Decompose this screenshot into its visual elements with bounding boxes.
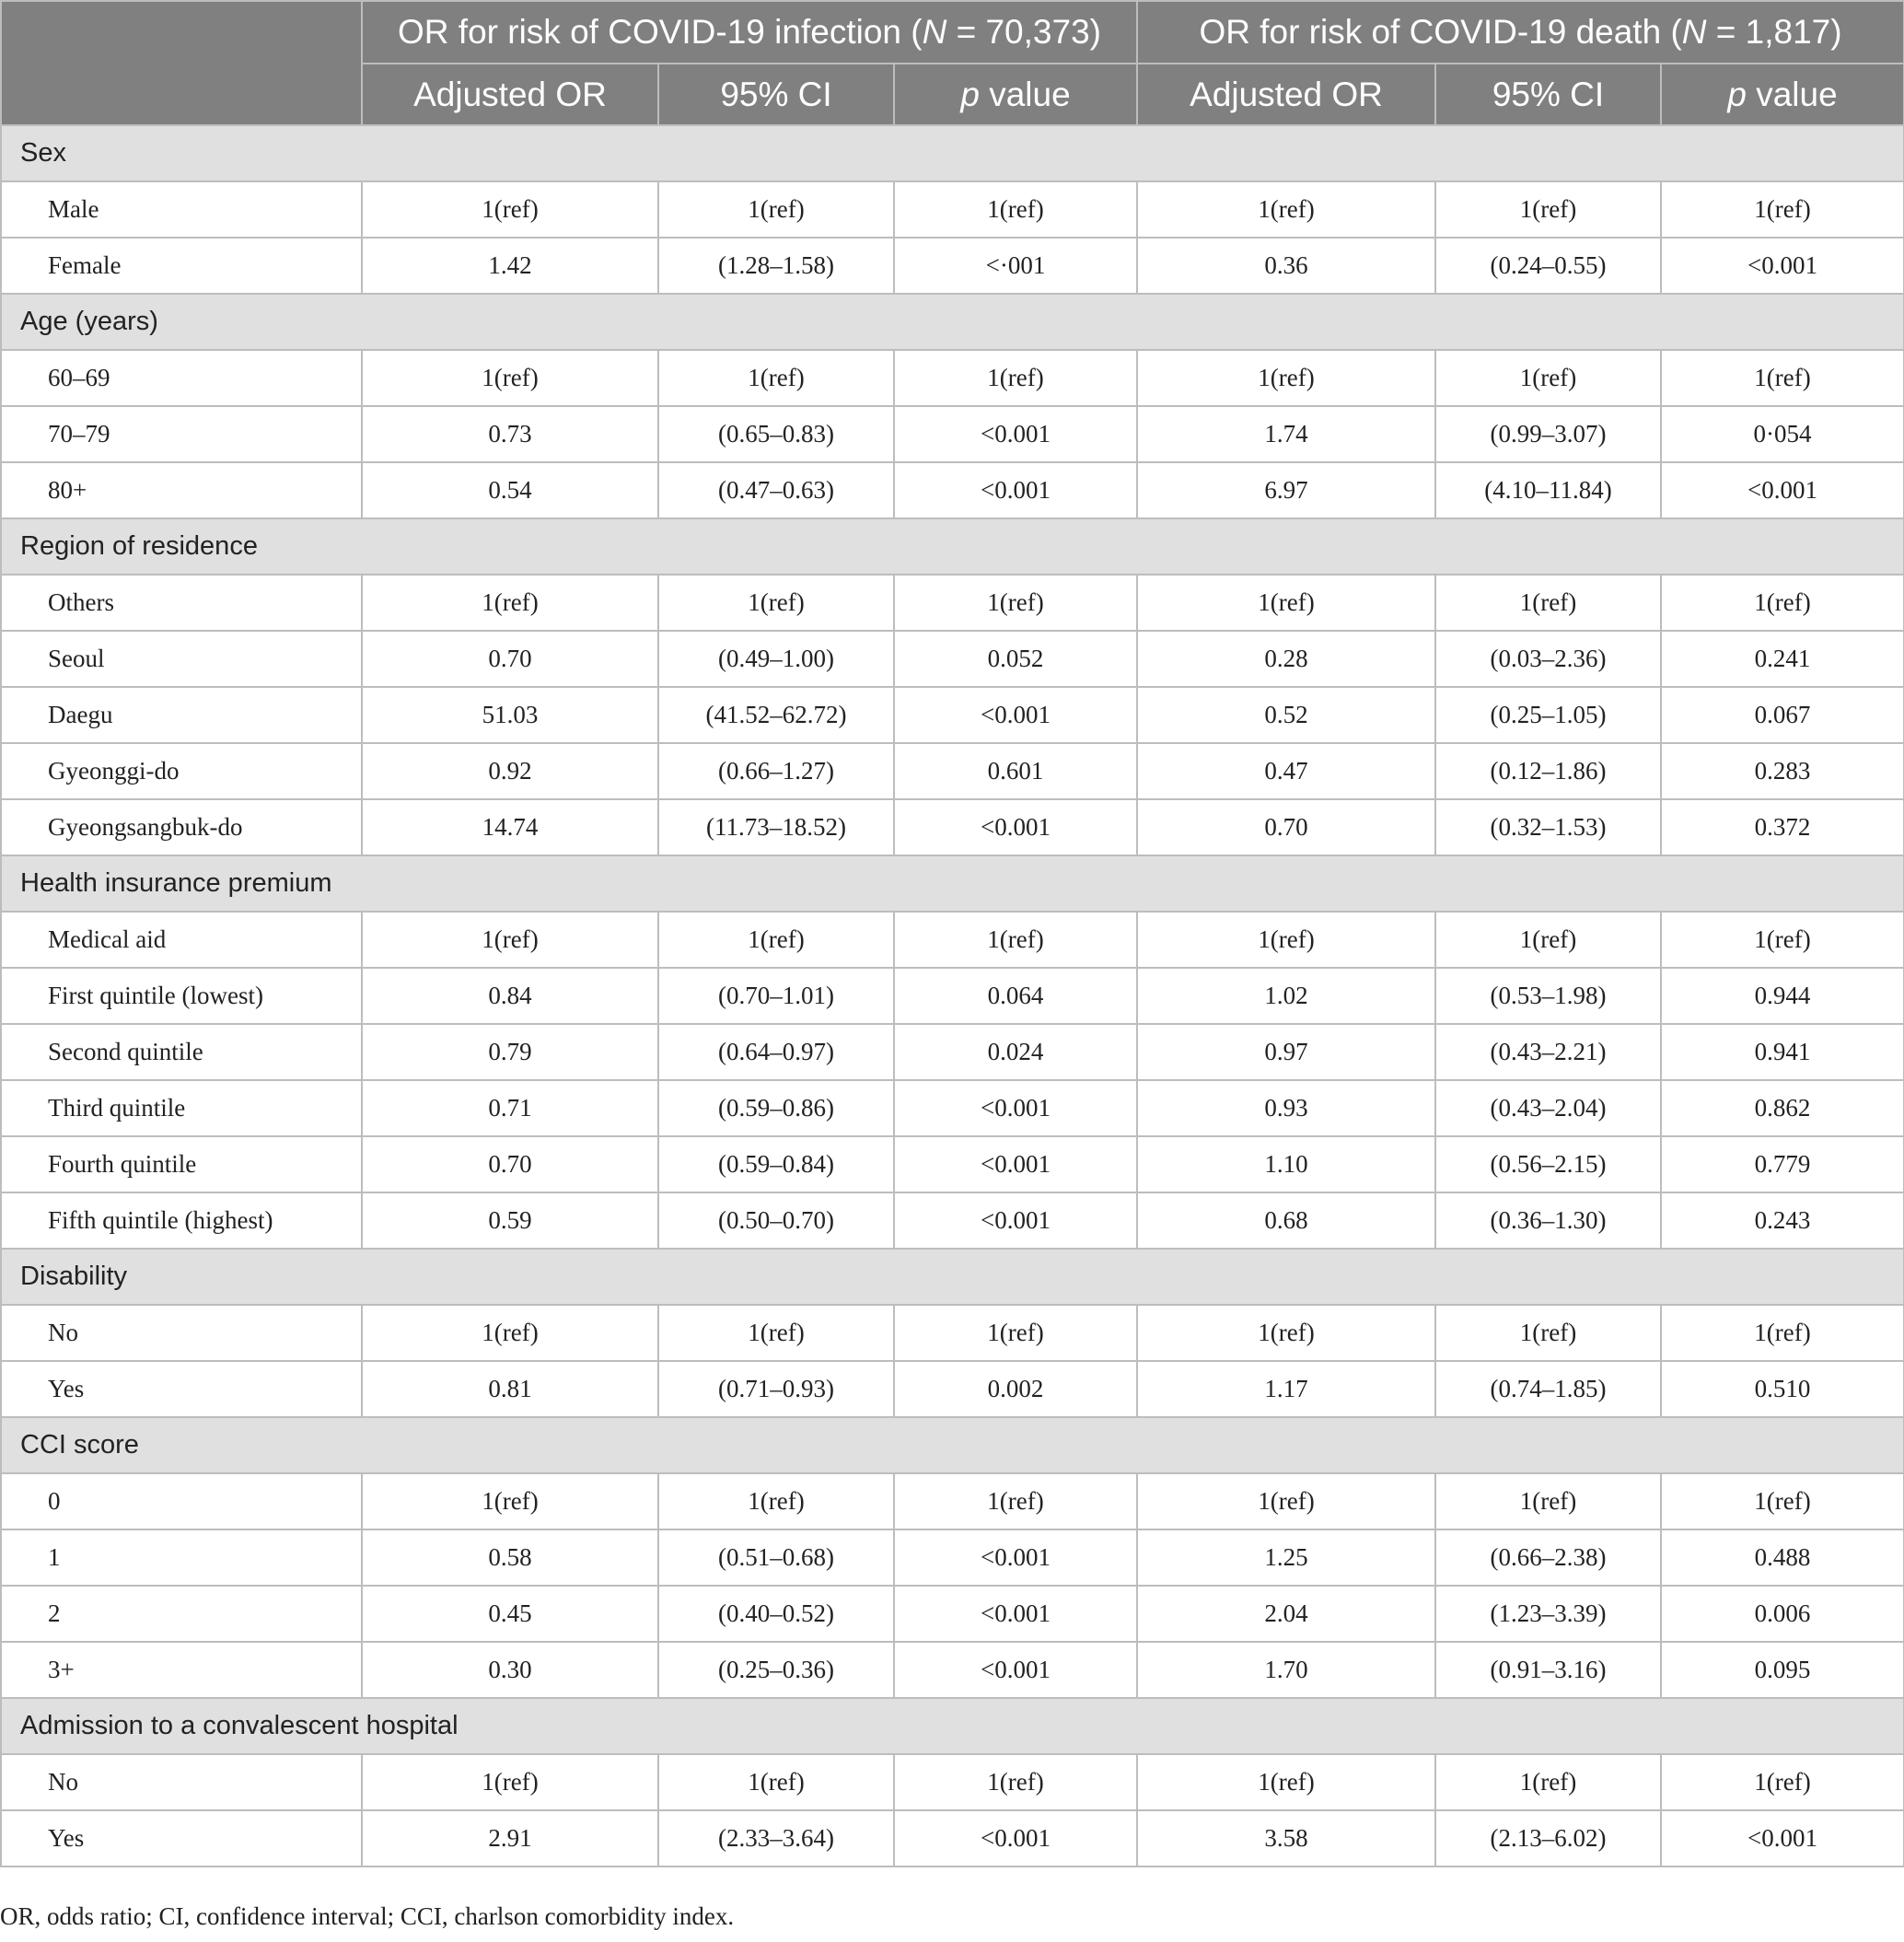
table-cell: 0·054: [1661, 406, 1904, 462]
table-cell: (0.66–2.38): [1435, 1529, 1661, 1586]
table-cell: 2.91: [362, 1810, 658, 1866]
row-label: Fourth quintile: [1, 1136, 362, 1192]
table-cell: 1(ref): [658, 1473, 894, 1529]
table-cell: (0.59–0.86): [658, 1080, 894, 1136]
row-label: Female: [1, 238, 362, 294]
table-cell: 1(ref): [894, 1305, 1137, 1361]
table-cell: (0.99–3.07): [1435, 406, 1661, 462]
table-cell: 0.024: [894, 1024, 1137, 1080]
table-cell: (0.32–1.53): [1435, 799, 1661, 855]
table-cell: (0.65–0.83): [658, 406, 894, 462]
header-group-infection-n: N: [922, 13, 947, 51]
section-title: Sex: [1, 125, 1904, 181]
table-cell: (0.64–0.97): [658, 1024, 894, 1080]
table-row: [1, 1361, 1904, 1417]
table-row: [1, 968, 1904, 1024]
table-row: [1, 350, 1904, 406]
table-cell: 1(ref): [658, 350, 894, 406]
table-cell: (41.52–62.72): [658, 687, 894, 743]
table-cell: <0.001: [894, 1136, 1137, 1192]
table-cell: <0.001: [894, 687, 1137, 743]
table-cell: 0.52: [1137, 687, 1435, 743]
table-cell: (0.43–2.04): [1435, 1080, 1661, 1136]
header-group-infection-prefix: OR for risk of COVID-19 infection (: [398, 13, 923, 51]
table-cell: 0.095: [1661, 1642, 1904, 1698]
table-cell: <0.001: [894, 406, 1137, 462]
table-cell: 1(ref): [1137, 350, 1435, 406]
table-cell: 1(ref): [362, 181, 658, 238]
row-label: Gyeongsangbuk-do: [1, 799, 362, 855]
table-cell: 1(ref): [1661, 1473, 1904, 1529]
table-row: [1, 1529, 1904, 1586]
table-row: [1, 462, 1904, 518]
table-cell: 1(ref): [1661, 350, 1904, 406]
table-cell: (0.40–0.52): [658, 1586, 894, 1642]
table-cell: 1(ref): [1137, 912, 1435, 968]
table-cell: 0.36: [1137, 238, 1435, 294]
header-group-infection-suffix: = 70,373): [946, 13, 1101, 51]
table-cell: 14.74: [362, 799, 658, 855]
table-cell: 1(ref): [894, 1473, 1137, 1529]
table-cell: 1(ref): [1435, 1305, 1661, 1361]
table-cell: (2.33–3.64): [658, 1810, 894, 1866]
table-cell: 0.006: [1661, 1586, 1904, 1642]
table-cell: 1.17: [1137, 1361, 1435, 1417]
table-cell: 1(ref): [1661, 575, 1904, 631]
section-row: [1, 518, 1904, 575]
table-cell: 1(ref): [894, 912, 1137, 968]
row-label: 60–69: [1, 350, 362, 406]
table-cell: 1(ref): [658, 575, 894, 631]
table-row: [1, 1586, 1904, 1642]
section-title: Health insurance premium: [1, 855, 1904, 912]
row-label: 0: [1, 1473, 362, 1529]
table-cell: (1.23–3.39): [1435, 1586, 1661, 1642]
row-label: Yes: [1, 1361, 362, 1417]
column-header-2: [894, 64, 1137, 125]
row-label: No: [1, 1754, 362, 1810]
table-cell: (0.49–1.00): [658, 631, 894, 687]
table-row: [1, 1754, 1904, 1810]
table-row: [1, 743, 1904, 799]
section-title: CCI score: [1, 1417, 1904, 1473]
table-cell: (0.25–0.36): [658, 1642, 894, 1698]
table-cell: 0.73: [362, 406, 658, 462]
table-cell: (0.36–1.30): [1435, 1192, 1661, 1249]
table-body: [1, 125, 1904, 1866]
table-cell: 0.28: [1137, 631, 1435, 687]
table-row: [1, 575, 1904, 631]
table-cell: 0.97: [1137, 1024, 1435, 1080]
table-cell: 0.372: [1661, 799, 1904, 855]
section-row: [1, 125, 1904, 181]
table-cell: 1(ref): [658, 181, 894, 238]
table-cell: <0.001: [894, 1810, 1137, 1866]
table-cell: 1.25: [1137, 1529, 1435, 1586]
table-cell: (0.74–1.85): [1435, 1361, 1661, 1417]
table-cell: 1(ref): [894, 575, 1137, 631]
table-cell: 1(ref): [1661, 912, 1904, 968]
table-cell: <·001: [894, 238, 1137, 294]
table-cell: <0.001: [1661, 1810, 1904, 1866]
table-cell: 1(ref): [1137, 1305, 1435, 1361]
table-cell: 1(ref): [1137, 1754, 1435, 1810]
table-cell: 0.601: [894, 743, 1137, 799]
row-label: Daegu: [1, 687, 362, 743]
table-cell: 1(ref): [1435, 912, 1661, 968]
header-group-death-prefix: OR for risk of COVID-19 death (: [1199, 13, 1682, 51]
table-cell: 2.04: [1137, 1586, 1435, 1642]
table-cell: (0.12–1.86): [1435, 743, 1661, 799]
table-cell: (0.24–0.55): [1435, 238, 1661, 294]
table-cell: 0.54: [362, 462, 658, 518]
column-header-1: [658, 64, 894, 125]
section-row: [1, 1249, 1904, 1305]
table-cell: (0.66–1.27): [658, 743, 894, 799]
header-group-death-suffix: = 1,817): [1706, 13, 1842, 51]
table-footnote: OR, odds ratio; CI, confidence interval; CCI, charlson comorbidity index.: [0, 1902, 735, 1930]
table-cell: 0.779: [1661, 1136, 1904, 1192]
table-cell: 1.42: [362, 238, 658, 294]
table-cell: 1(ref): [1435, 350, 1661, 406]
table-cell: 0.067: [1661, 687, 1904, 743]
table-cell: 1.74: [1137, 406, 1435, 462]
column-header-suffix: value: [1746, 75, 1838, 113]
row-label: First quintile (lowest): [1, 968, 362, 1024]
table-row: [1, 1080, 1904, 1136]
table-row: [1, 238, 1904, 294]
row-label: 1: [1, 1529, 362, 1586]
table-cell: <0.001: [894, 799, 1137, 855]
row-label: Seoul: [1, 631, 362, 687]
table-cell: <0.001: [894, 1586, 1137, 1642]
table-cell: (0.50–0.70): [658, 1192, 894, 1249]
table-cell: (1.28–1.58): [658, 238, 894, 294]
table-cell: (0.91–3.16): [1435, 1642, 1661, 1698]
table-cell: 1(ref): [1435, 181, 1661, 238]
table-cell: 1(ref): [1137, 181, 1435, 238]
table-cell: 1(ref): [1661, 1754, 1904, 1810]
column-header-3: [1137, 64, 1435, 125]
column-header-italic: p: [960, 75, 980, 113]
section-row: [1, 1698, 1904, 1754]
section-title: Disability: [1, 1249, 1904, 1305]
table-cell: 1(ref): [894, 1754, 1137, 1810]
table-cell: (0.56–2.15): [1435, 1136, 1661, 1192]
table-cell: <0.001: [894, 1642, 1137, 1698]
table-row: [1, 631, 1904, 687]
header-group-row: [1, 1, 1904, 64]
table-cell: 1.70: [1137, 1642, 1435, 1698]
table-cell: 0.81: [362, 1361, 658, 1417]
table-cell: 1(ref): [362, 1473, 658, 1529]
section-row: [1, 855, 1904, 912]
table-cell: 1(ref): [894, 181, 1137, 238]
column-header-italic: p: [1727, 75, 1747, 113]
table-row: [1, 1810, 1904, 1866]
table-cell: 0.002: [894, 1361, 1137, 1417]
column-header-4: [1435, 64, 1661, 125]
column-header-text: 95% CI: [1492, 75, 1605, 113]
table-row: [1, 1136, 1904, 1192]
table-cell: 0.30: [362, 1642, 658, 1698]
table-cell: 1(ref): [658, 912, 894, 968]
column-header-5: [1661, 64, 1904, 125]
row-label: No: [1, 1305, 362, 1361]
table-cell: (0.53–1.98): [1435, 968, 1661, 1024]
table-cell: 3.58: [1137, 1810, 1435, 1866]
table-cell: 1(ref): [362, 912, 658, 968]
table-cell: 1.10: [1137, 1136, 1435, 1192]
table-cell: 0.243: [1661, 1192, 1904, 1249]
table-cell: <0.001: [894, 1080, 1137, 1136]
table-cell: 1(ref): [658, 1754, 894, 1810]
table-cell: <0.001: [894, 462, 1137, 518]
table-cell: 0.70: [362, 1136, 658, 1192]
table-cell: (0.43–2.21): [1435, 1024, 1661, 1080]
table-cell: (0.03–2.36): [1435, 631, 1661, 687]
table-cell: 0.68: [1137, 1192, 1435, 1249]
table-cell: 0.92: [362, 743, 658, 799]
column-header-text: Adjusted OR: [1190, 75, 1383, 113]
column-header-text: Adjusted OR: [413, 75, 607, 113]
table-cell: 51.03: [362, 687, 658, 743]
table-cell: 0.59: [362, 1192, 658, 1249]
table-cell: (0.47–0.63): [658, 462, 894, 518]
table-cell: 0.944: [1661, 968, 1904, 1024]
table-cell: 1(ref): [1137, 575, 1435, 631]
table-row: [1, 1305, 1904, 1361]
table-cell: 0.488: [1661, 1529, 1904, 1586]
table-cell: 6.97: [1137, 462, 1435, 518]
table-cell: <0.001: [894, 1529, 1137, 1586]
row-label: 70–79: [1, 406, 362, 462]
column-header-0: [362, 64, 658, 125]
table-cell: <0.001: [894, 1192, 1137, 1249]
table-cell: 1(ref): [658, 1305, 894, 1361]
table-row: [1, 799, 1904, 855]
row-label: Male: [1, 181, 362, 238]
table-row: [1, 687, 1904, 743]
table-cell: 0.45: [362, 1586, 658, 1642]
table-cell: (4.10–11.84): [1435, 462, 1661, 518]
table-cell: (11.73–18.52): [658, 799, 894, 855]
table-cell: 0.70: [1137, 799, 1435, 855]
table-cell: 1(ref): [362, 575, 658, 631]
table-row: [1, 1192, 1904, 1249]
table-cell: 1(ref): [1661, 181, 1904, 238]
table-cell: (0.59–0.84): [658, 1136, 894, 1192]
row-label: 3+: [1, 1642, 362, 1698]
section-title: Age (years): [1, 294, 1904, 350]
table-cell: 0.79: [362, 1024, 658, 1080]
table-cell: 1(ref): [1137, 1473, 1435, 1529]
table-cell: 1(ref): [1435, 1754, 1661, 1810]
row-label: Second quintile: [1, 1024, 362, 1080]
table-cell: 1(ref): [1435, 1473, 1661, 1529]
table-cell: (0.71–0.93): [658, 1361, 894, 1417]
table-header: [1, 1, 1904, 125]
table-cell: <0.001: [1661, 238, 1904, 294]
section-row: [1, 294, 1904, 350]
table-row: [1, 1473, 1904, 1529]
table-cell: 1(ref): [1435, 575, 1661, 631]
section-title: Admission to a convalescent hospital: [1, 1698, 1904, 1754]
table-row: [1, 912, 1904, 968]
table-cell: 0.283: [1661, 743, 1904, 799]
table-cell: 0.862: [1661, 1080, 1904, 1136]
row-label: Gyeonggi-do: [1, 743, 362, 799]
table-cell: 1(ref): [1661, 1305, 1904, 1361]
header-blank-cell: [1, 1, 362, 125]
table-cell: 0.052: [894, 631, 1137, 687]
header-group-death: [1137, 1, 1904, 64]
table-cell: (0.51–0.68): [658, 1529, 894, 1586]
table-cell: 0.47: [1137, 743, 1435, 799]
table-cell: 0.93: [1137, 1080, 1435, 1136]
table-cell: (0.25–1.05): [1435, 687, 1661, 743]
table-cell: 0.70: [362, 631, 658, 687]
table-cell: (2.13–6.02): [1435, 1810, 1661, 1866]
row-label: 2: [1, 1586, 362, 1642]
table-row: [1, 406, 1904, 462]
table-cell: 0.941: [1661, 1024, 1904, 1080]
table-row: [1, 1642, 1904, 1698]
table-cell: 0.58: [362, 1529, 658, 1586]
row-label: Medical aid: [1, 912, 362, 968]
row-label: Fifth quintile (highest): [1, 1192, 362, 1249]
table-row: [1, 1024, 1904, 1080]
row-label: Others: [1, 575, 362, 631]
table-cell: (0.70–1.01): [658, 968, 894, 1024]
table-cell: 1.02: [1137, 968, 1435, 1024]
header-group-infection: [362, 1, 1137, 64]
row-label: Yes: [1, 1810, 362, 1866]
column-header-suffix: value: [979, 75, 1071, 113]
table-cell: 0.510: [1661, 1361, 1904, 1417]
table-cell: <0.001: [1661, 462, 1904, 518]
table-cell: 1(ref): [362, 1754, 658, 1810]
row-label: Third quintile: [1, 1080, 362, 1136]
table-cell: 1(ref): [362, 1305, 658, 1361]
column-header-text: 95% CI: [720, 75, 832, 113]
row-label: 80+: [1, 462, 362, 518]
header-group-death-n: N: [1681, 13, 1707, 51]
table-cell: 1(ref): [894, 350, 1137, 406]
section-row: [1, 1417, 1904, 1473]
table-row: [1, 181, 1904, 238]
table-cell: 0.241: [1661, 631, 1904, 687]
table-cell: 1(ref): [362, 350, 658, 406]
section-title: Region of residence: [1, 518, 1904, 575]
table-cell: 0.84: [362, 968, 658, 1024]
table-cell: 0.71: [362, 1080, 658, 1136]
table-cell: 0.064: [894, 968, 1137, 1024]
